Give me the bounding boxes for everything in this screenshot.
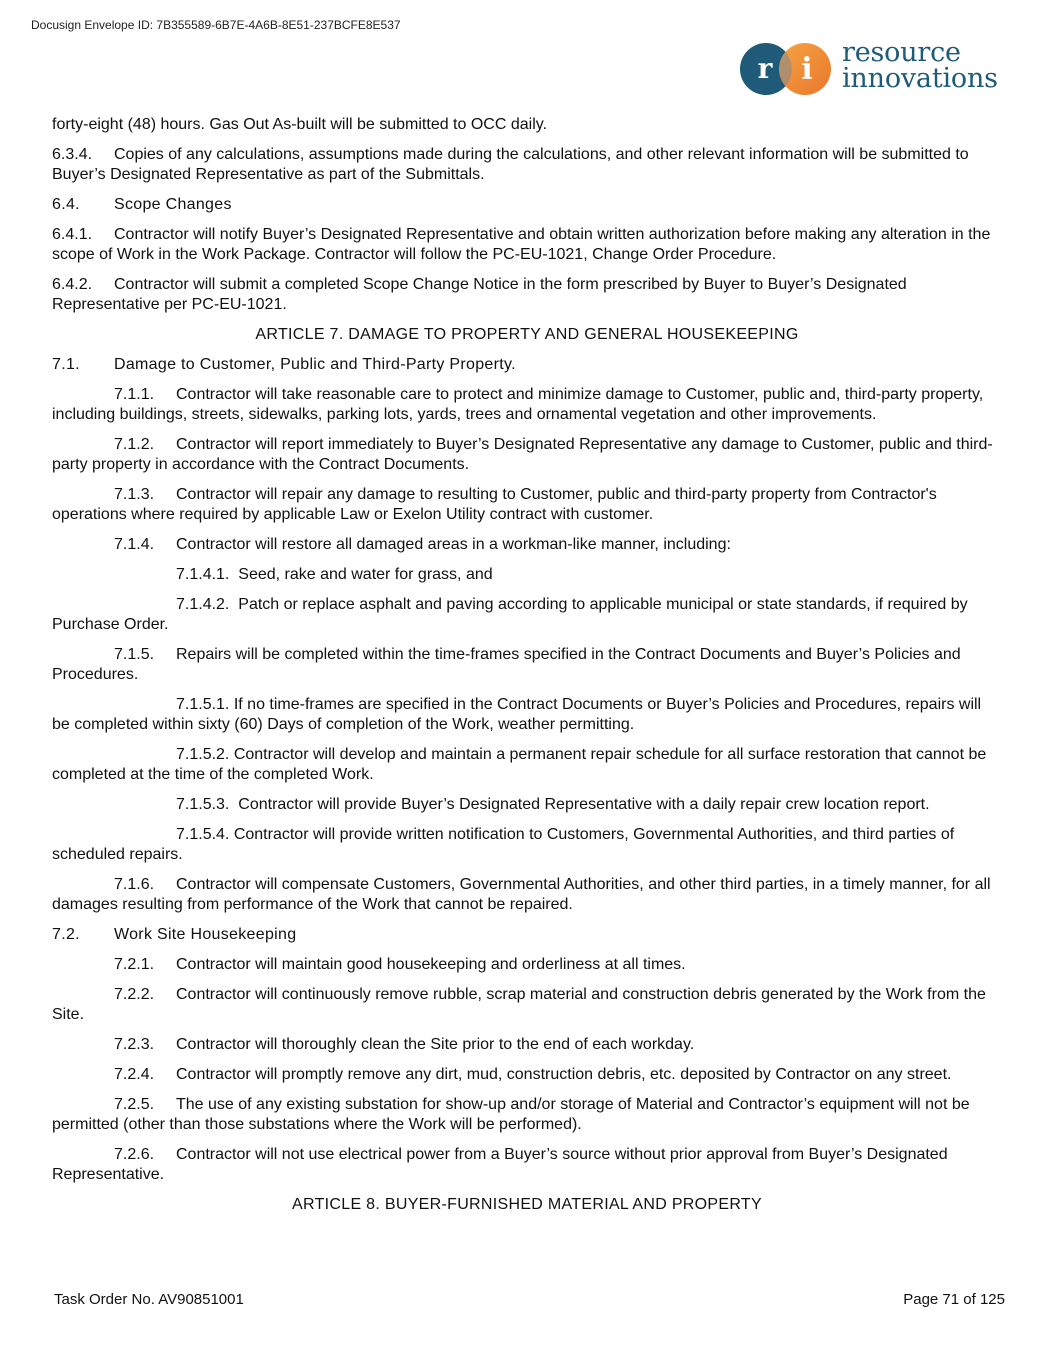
clause-text: Contractor will compensate Customers, Governmental Authorities, and other third parties, in a timely manner, for all damages resulting from performance of the Work that cannot be repaired.	[52, 876, 991, 913]
section-heading-6-4	[52, 195, 1002, 215]
clause-text: Contractor will provide Buyer’s Designated Representative with a daily repair crew location report.	[238, 796, 930, 813]
clause-number: 7.1.2.	[114, 436, 155, 453]
clause-number: 7.2.4.	[114, 1066, 155, 1083]
clause-text: Contractor will thoroughly clean the Site prior to the end of each workday.	[176, 1036, 695, 1053]
clause-number: 7.1.4.2.	[176, 596, 230, 613]
clause-7-1-5-1	[52, 695, 1002, 735]
clause-number: 6.3.4.	[52, 146, 93, 163]
clause-7-1-6	[52, 875, 1002, 915]
clause-text: Contractor will repair any damage to resulting to Customer, public and third-party property from Contractor's operations where required by applicable Law or Exelon Utility contract with customer.	[52, 486, 937, 523]
clause-number: 7.1.6.	[114, 876, 155, 893]
logo-letter-r: r	[757, 52, 773, 85]
logo-letter-i: i	[801, 52, 813, 87]
logo-line-2: innovations	[842, 63, 998, 94]
clause-number: 7.1.	[52, 356, 80, 373]
clause-7-2-1	[52, 955, 1002, 975]
clause-text: Copies of any calculations, assumptions made during the calculations, and other relevant information will be submitted to Buyer’s Designated Representative as part of the Submittals.	[52, 146, 969, 183]
article-7-title: ARTICLE 7. DAMAGE TO PROPERTY AND GENERAL HOUSEKEEPING	[255, 326, 799, 343]
clause-7-2-6	[52, 1145, 1002, 1185]
clause-7-2-2	[52, 985, 1002, 1025]
clause-7-1-1	[52, 385, 1002, 425]
clause-6-4-2	[52, 275, 1002, 315]
article-8-title: ARTICLE 8. BUYER-FURNISHED MATERIAL AND PROPERTY	[292, 1196, 762, 1213]
clause-number: 7.1.5.	[114, 646, 155, 663]
clause-number: 7.1.5.1.	[176, 696, 230, 713]
clause-number: 7.1.5.3.	[176, 796, 230, 813]
clause-text: Patch or replace asphalt and paving according to applicable municipal or state standards, if required by Purchase Order.	[52, 596, 968, 633]
clause-text: Contractor will report immediately to Buyer’s Designated Representative any damage to Customer, public and third-party property in accordance with the Contract Documents.	[52, 436, 993, 473]
clause-7-2-5	[52, 1095, 1002, 1135]
clause-7-1-4	[52, 535, 1002, 555]
clause-number: 7.2.6.	[114, 1146, 155, 1163]
clause-number: 6.4.	[52, 196, 80, 213]
clause-number: 6.4.2.	[52, 276, 93, 293]
clause-number: 7.1.1.	[114, 386, 155, 403]
clause-number: 7.2.2.	[114, 986, 155, 1003]
clause-7-1-3	[52, 485, 1002, 525]
clause-text: Contractor will maintain good housekeeping and orderliness at all times.	[176, 956, 686, 973]
clause-text: Contractor will promptly remove any dirt, mud, construction debris, etc. deposited by Contractor on any street.	[176, 1066, 952, 1083]
clause-number: 7.1.3.	[114, 486, 155, 503]
clause-6-3-4	[52, 145, 1002, 185]
section-title: Damage to Customer, Public and Third-Party Property.	[114, 356, 516, 373]
section-heading-7-1	[52, 355, 1002, 375]
clause-7-1-2	[52, 435, 1002, 475]
clause-7-2-3	[52, 1035, 1002, 1055]
clause-text: Contractor will restore all damaged areas in a workman-like manner, including:	[176, 536, 731, 553]
clause-6-4-1	[52, 225, 1002, 265]
clause-text: Contractor will notify Buyer’s Designated Representative and obtain written authorization before making any alteration in the scope of Work in the Work Package. Contractor will follow the PC-EU-1021, Change Order Procedure.	[52, 226, 991, 263]
clause-7-1-4-2	[52, 595, 1002, 635]
clause-7-1-5	[52, 645, 1002, 685]
clause-number: 7.2.3.	[114, 1036, 155, 1053]
clause-number: 7.2.5.	[114, 1096, 155, 1113]
clause-text: If no time-frames are specified in the Contract Documents or Buyer’s Policies and Procedures, repairs will be completed within sixty (60) Days of completion of the Work, weather permitting.	[52, 696, 982, 733]
clause-number: 7.2.	[52, 926, 80, 943]
envelope-id: Docusign Envelope ID: 7B355589-6B7E-4A6B-8E51-237BCFE8E537	[31, 18, 401, 32]
logo-mark-icon	[740, 41, 840, 97]
logo-line-1: resource	[842, 37, 961, 68]
clause-number: 7.2.1.	[114, 956, 155, 973]
clause-7-2-4	[52, 1065, 1002, 1085]
clause-text: Repairs will be completed within the time-frames specified in the Contract Documents and Buyer’s Policies and Procedures.	[52, 646, 961, 683]
resource-innovations-logo	[740, 37, 1015, 98]
clause-text: Contractor will take reasonable care to protect and minimize damage to Customer, public and, third-party property, including buildings, streets, sidewalks, parking lots, yards, trees and ornamental vegetation and other improvements.	[52, 386, 984, 423]
section-heading-7-2	[52, 925, 1002, 945]
clause-text: Contractor will develop and maintain a permanent repair schedule for all surface restoration that cannot be completed at the time of the completed Work.	[52, 746, 987, 783]
clause-number: 7.1.5.4.	[176, 826, 230, 843]
page-number: Page 71 of 125	[903, 1291, 1005, 1308]
clause-number: 7.1.4.1.	[176, 566, 230, 583]
section-title: Scope Changes	[114, 196, 232, 213]
clause-7-1-5-2	[52, 745, 1002, 785]
clause-text: Contractor will continuously remove rubble, scrap material and construction debris generated by the Work from the Site.	[52, 986, 986, 1023]
clause-number: 6.4.1.	[52, 226, 93, 243]
paragraph-continuation: forty-eight (48) hours. Gas Out As-built will be submitted to OCC daily.	[52, 116, 548, 133]
task-order-number: Task Order No. AV90851001	[54, 1291, 244, 1308]
clause-7-1-5-4	[52, 825, 1002, 865]
section-title: Work Site Housekeeping	[114, 926, 297, 943]
clause-text: Contractor will not use electrical power from a Buyer’s source without prior approval from Buyer’s Designated Representative.	[52, 1146, 948, 1183]
clause-number: 7.1.4.	[114, 536, 155, 553]
clause-text: Contractor will submit a completed Scope Change Notice in the form prescribed by Buyer to Buyer’s Designated Representative per PC-EU-1021.	[52, 276, 907, 313]
clause-text: Seed, rake and water for grass, and	[238, 566, 493, 583]
clause-text: Contractor will provide written notification to Customers, Governmental Authorities, and third parties of scheduled repairs.	[52, 826, 955, 863]
document-body	[52, 115, 1002, 1225]
logo-wordmark	[842, 37, 998, 94]
clause-text: The use of any existing substation for show-up and/or storage of Material and Contractor’s equipment will not be permitted (other than those substations where the Work will be performed).	[52, 1096, 970, 1133]
clause-7-1-4-1	[52, 565, 1002, 585]
clause-7-1-5-3	[52, 795, 1002, 815]
clause-number: 7.1.5.2.	[176, 746, 230, 763]
